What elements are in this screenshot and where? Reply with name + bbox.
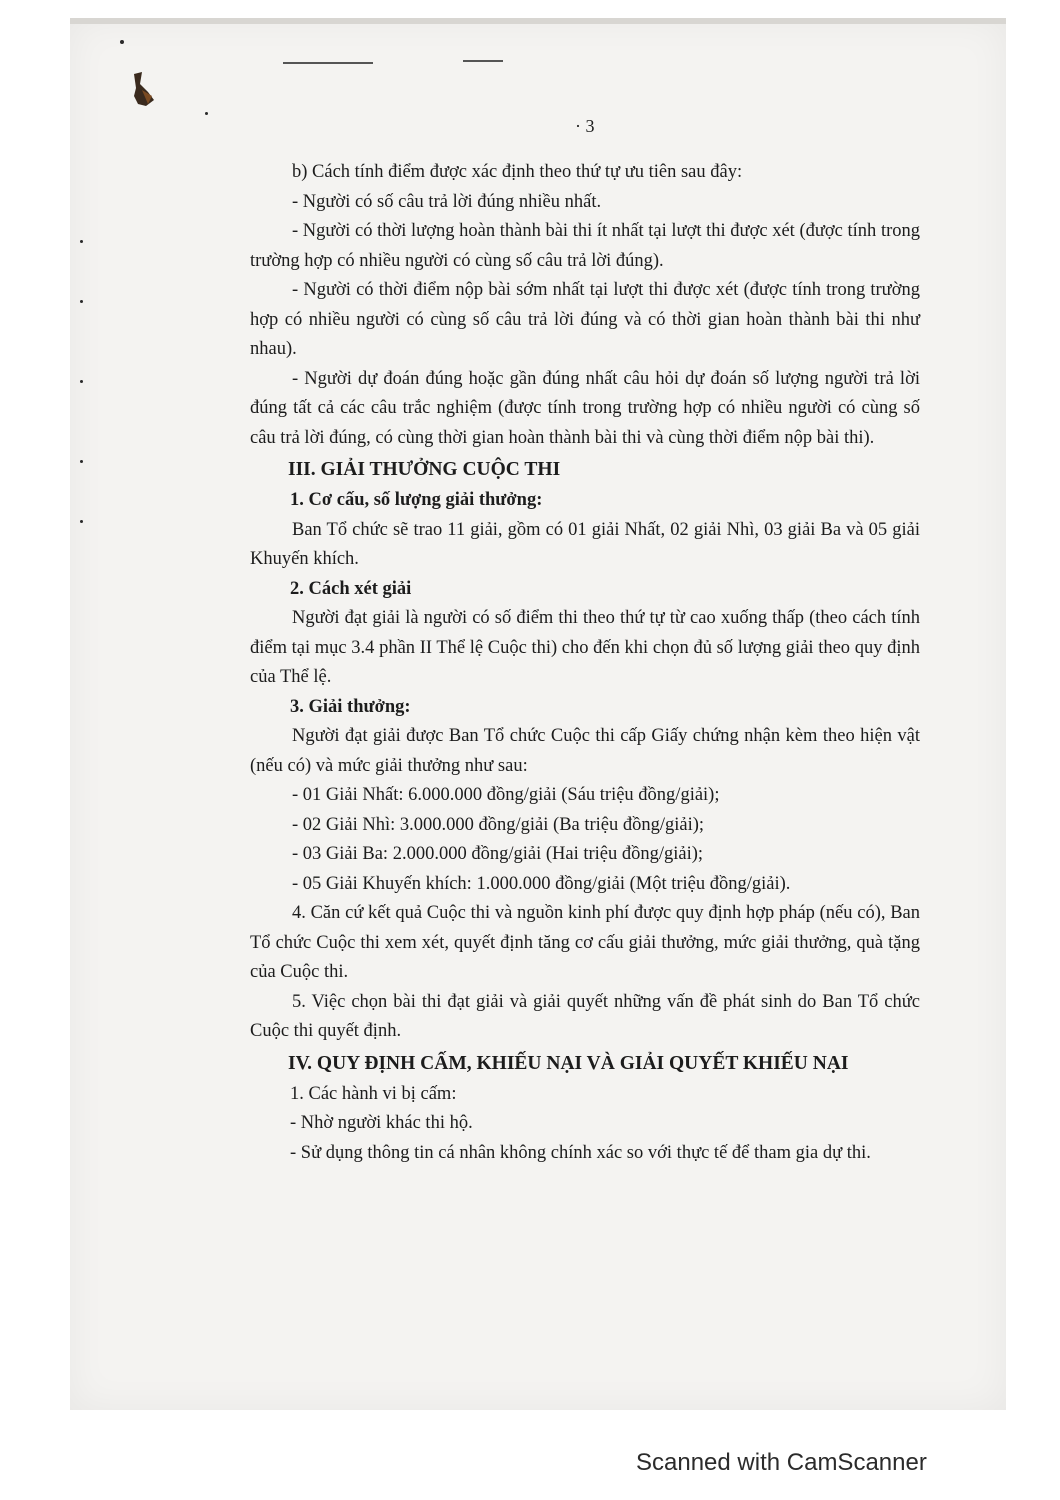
scoring-rule-1: - Người có số câu trả lời đúng nhiều nhất. [292, 191, 602, 212]
scan-dot [80, 520, 83, 523]
scan-dot [120, 40, 124, 44]
scan-artifact-line [463, 60, 503, 62]
scan-dot [80, 460, 83, 463]
prize-decision-text: 5. Việc chọn bài thi đạt giải và giải quyết những vấn đề phát sinh do Ban Tổ chức Cuộc thi quyết định. [250, 991, 920, 1041]
scoring-rule-2: - Người có thời lượng hoàn thành bài thi ít nhất tại lượt thi được xét (được tính trong trường hợp có nhiều người có cùng số câu trả lời đúng). [250, 221, 920, 271]
ink-blot-mark [128, 70, 158, 110]
prohibited-item: - Nhờ người khác thi hộ. [290, 1113, 473, 1133]
prize-item: - 03 Giải Ba: 2.000.000 đồng/giải (Hai triệu đồng/giải); [292, 844, 704, 864]
prize-structure-heading: 1. Cơ cấu, số lượng giải thưởng: [290, 490, 543, 510]
page-number: · 3 [575, 116, 595, 136]
scanner-watermark: Scanned with CamScanner [636, 1449, 927, 1476]
scan-dot [80, 300, 83, 303]
scoring-intro: b) Cách tính điểm được xác định theo thứ tự ưu tiên sau đây: [292, 162, 743, 182]
judging-heading: 2. Cách xét giải [290, 578, 412, 599]
scan-artifact-line [283, 62, 373, 64]
section-4-heading: IV. QUY ĐỊNH CẤM, KHIẾU NẠI VÀ GIẢI QUYẾT KHIẾU NẠI [288, 1052, 849, 1074]
prohibited-heading: 1. Các hành vi bị cấm: [290, 1083, 457, 1104]
judging-text: Người đạt giải là người có số điểm thi theo thứ tự từ cao xuống thấp (theo cách tính điểm tại mục 3.4 phần II Thể lệ Cuộc thi) cho đến khi chọn đủ số lượng giải theo quy định của Thể lệ. [250, 608, 920, 687]
prize-item: - 02 Giải Nhì: 3.000.000 đồng/giải (Ba triệu đồng/giải); [292, 814, 705, 835]
scan-dot [205, 112, 208, 115]
prizes-text: Người đạt giải được Ban Tổ chức Cuộc thi cấp Giấy chứng nhận kèm theo hiện vật (nếu có) và mức giải thưởng như sau: [250, 726, 920, 776]
scoring-rule-3: - Người có thời điểm nộp bài sớm nhất tại lượt thi được xét (được tính trong trường hợp có nhiều người có cùng số câu trả lời đúng và có thời gian hoàn thành bài thi như nhau). [250, 280, 920, 359]
prohibited-item: - Sử dụng thông tin cá nhân không chính xác so với thực tế để tham gia dự thi. [290, 1142, 871, 1163]
scan-edge [70, 18, 1006, 24]
section-3-heading: III. GIẢI THƯỞNG CUỘC THI [288, 459, 561, 480]
prize-item: - 01 Giải Nhất: 6.000.000 đồng/giải (Sáu triệu đồng/giải); [292, 785, 720, 805]
document-body [250, 158, 920, 1168]
prize-adjustment-text: 4. Căn cứ kết quả Cuộc thi và nguồn kinh phí được quy định hợp pháp (nếu có), Ban Tổ chức Cuộc thi xem xét, quyết định tăng cơ cấu giải thưởng, mức giải thưởng, quà tặng của Cuộc thi. [250, 903, 920, 982]
scan-dot [80, 380, 83, 383]
scoring-rule-4: - Người dự đoán đúng hoặc gần đúng nhất câu hỏi dự đoán số lượng người trả lời đúng tất cả các câu trắc nghiệm (được tính trong trường hợp có nhiều người có cùng số câu trả lời đúng, có cùng thời gian hoàn thành bài thi và cùng thời điểm nộp bài thi). [250, 368, 920, 448]
scan-dot [80, 240, 83, 243]
prize-structure-text: Ban Tổ chức sẽ trao 11 giải, gồm có 01 giải Nhất, 02 giải Nhì, 03 giải Ba và 05 giải Khuyến khích. [250, 519, 920, 569]
prizes-heading: 3. Giải thưởng: [290, 696, 411, 717]
prize-item: - 05 Giải Khuyến khích: 1.000.000 đồng/giải (Một triệu đồng/giải). [292, 873, 791, 894]
